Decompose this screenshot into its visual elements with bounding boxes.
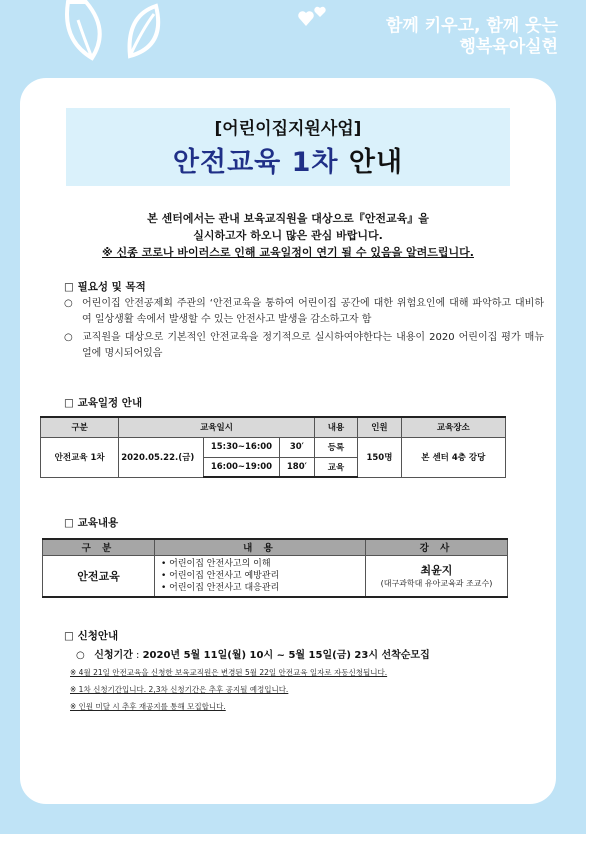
instructor-cell	[366, 555, 508, 597]
circle-bullet: ○	[64, 332, 73, 343]
title-box	[66, 108, 510, 186]
section-heading-schedule: □ 교육일정 안내	[64, 397, 143, 409]
apply-note: ※ 인원 미달 시 추후 재공지를 통해 모집합니다.	[70, 702, 226, 711]
content-header: 구 분	[43, 539, 155, 555]
slogan-line-2: 행복육아실현	[459, 37, 558, 57]
schedule-place: 본 센터 4층 강당	[401, 437, 505, 477]
schedule-table	[40, 416, 506, 478]
section-heading-necessity: □ 필요성 및 목적	[64, 281, 146, 293]
schedule-header: 구분	[41, 417, 119, 437]
list-item: • 어린이집 안전사고 예방관리	[161, 570, 280, 581]
schedule-duration: 180′	[280, 457, 315, 477]
content-name: 안전교육	[43, 555, 155, 597]
schedule-header: 교육장소	[401, 417, 505, 437]
apply-label: 신청기간	[94, 650, 133, 661]
leaf-icon	[56, 0, 176, 68]
instructor-affiliation: (대구과학대 유아교육과 조교수)	[380, 579, 493, 588]
schedule-header: 교육일시	[119, 417, 315, 437]
schedule-content: 교육	[314, 457, 357, 477]
table-row	[43, 555, 508, 597]
schedule-header: 내용	[314, 417, 357, 437]
list-item: • 어린이집 안전사고의 이해	[161, 558, 271, 569]
circle-bullet: ○	[76, 650, 85, 661]
list-item: • 어린이집 안전사고 대응관리	[161, 582, 280, 593]
schedule-header: 인원	[358, 417, 401, 437]
apply-separator: :	[132, 650, 143, 661]
title-subtitle: [어린이집지원사업]	[214, 119, 362, 139]
intro-line-1: 본 센터에서는 관내 보육교직원을 대상으로『안전교육』을	[147, 212, 429, 225]
schedule-header-row	[41, 417, 506, 437]
necessity-item	[64, 296, 544, 328]
table-row	[41, 437, 506, 457]
page-title-dark: 안내	[348, 147, 404, 178]
content-items	[155, 555, 366, 597]
content-header-row	[43, 539, 508, 555]
section-heading-apply: □ 신청안내	[64, 630, 119, 642]
necessity-item-text: 어린이집 안전공제회 주관의 ‘안전교육을 통하여 어린이집 공간에 대한 위험요인에 대해 파악하고 대비하여 일상생활 속에서 발생할 수 있는 안전사고 발생을 감소하고자 함	[82, 298, 544, 325]
intro-text	[20, 210, 556, 261]
apply-notes	[70, 664, 540, 715]
slogan-line-1: 함께 키우고, 함께 웃는	[385, 16, 558, 36]
apply-note: ※ 1차 신청기간입니다. 2,3차 신청기간은 추후 공지될 예정입니다.	[70, 685, 289, 694]
schedule-time: 16:00~19:00	[203, 457, 279, 477]
apply-period	[76, 646, 430, 661]
content-header: 강 사	[366, 539, 508, 555]
slogan	[386, 16, 558, 58]
apply-note: ※ 4월 21일 안전교육을 신청한 보육교직원은 변경된 5월 22일 안전교육 일자로 자동신청됩니다.	[70, 668, 388, 677]
necessity-item-text: 교직원을 대상으로 기본적인 안전교육을 정기적으로 실시하여야한다는 내용이 2020 어린이집 평가 매뉴얼에 명시되어있음	[82, 332, 544, 359]
schedule-category: 안전교육 1차	[41, 437, 119, 477]
heart-icon	[296, 6, 330, 30]
circle-bullet: ○	[64, 298, 73, 309]
content-table	[42, 538, 508, 598]
necessity-item	[64, 330, 544, 362]
schedule-people: 150명	[358, 437, 401, 477]
schedule-date: 2020.05.22.(금)	[119, 437, 204, 477]
section-heading-content: □ 교육내용	[64, 517, 119, 529]
necessity-list	[64, 296, 544, 362]
intro-line-2: 실시하고자 하오니 많은 관심 바랍니다.	[193, 229, 383, 242]
page-title-blue: 안전교육 1차	[172, 147, 339, 178]
schedule-time: 15:30~16:00	[203, 437, 279, 457]
page-title	[66, 140, 510, 179]
schedule-content: 등록	[314, 437, 357, 457]
content-header: 내 용	[155, 539, 366, 555]
apply-period-value: 2020년 5월 11일(월) 10시 ~ 5월 15일(금) 23시 선착순모집	[142, 650, 430, 661]
schedule-duration: 30′	[280, 437, 315, 457]
instructor-name: 최윤지	[420, 564, 453, 577]
covid-notice: ※ 신종 코로나 바이러스로 인해 교육일정이 연기 될 수 있음을 알려드립니다.	[102, 246, 474, 259]
